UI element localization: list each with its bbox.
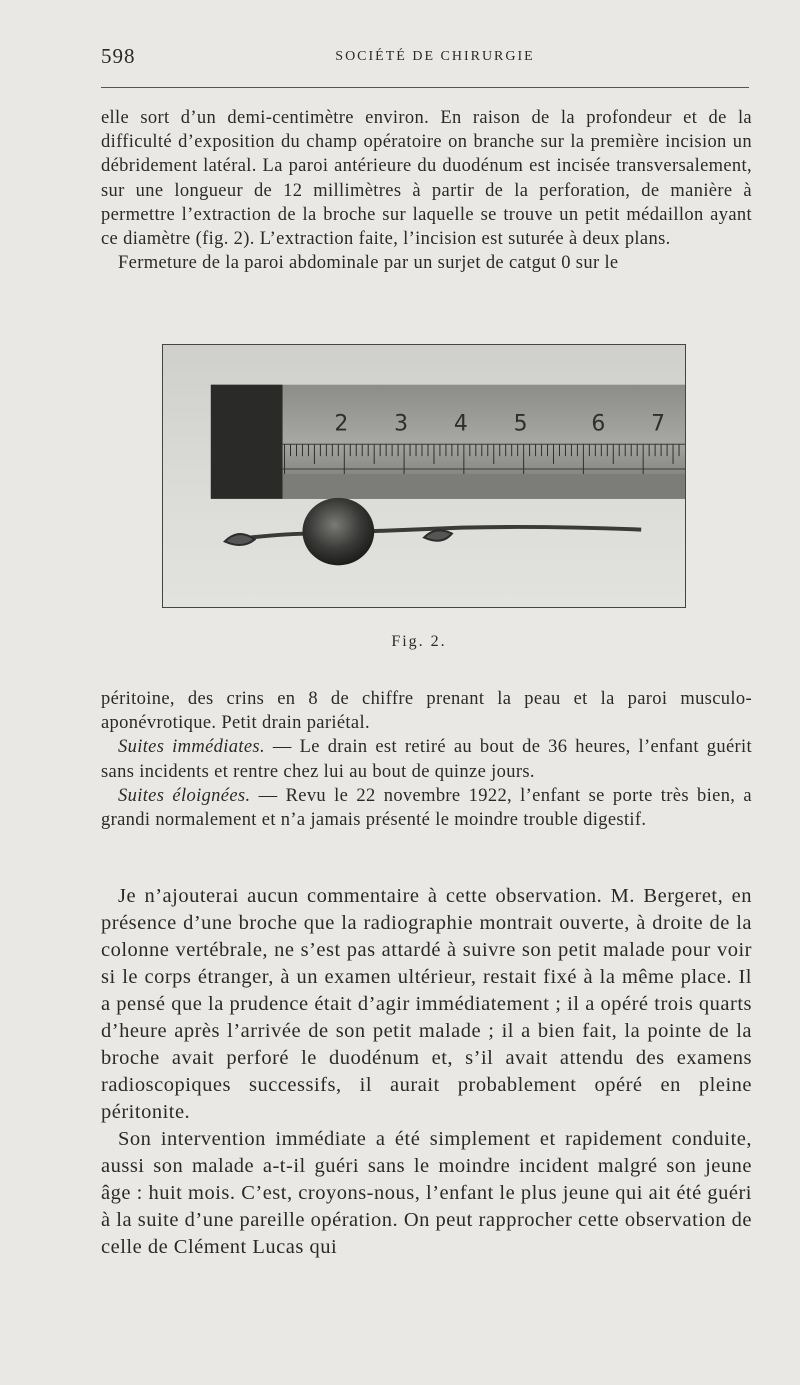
paragraph-3-text2: Son intervention immédiate a été simplement et rapidement conduite, aussi son malade a-t-il guéri sans le moindre incident malgré son jeune âge : huit mois. C’est, croyons-nous, l’enfant le plus jeune qui ait été guéri à la suite d’une pareille opération. On peut rapprocher cette observation de celle de Clément Lucas qui (101, 1128, 752, 1258)
suites-eloignees (101, 784, 752, 832)
page-header (101, 44, 749, 74)
ruler-number: 3 (394, 411, 409, 437)
ruler-number: 5 (513, 411, 528, 437)
suites-eloignees-text: — Revu le 22 novembre 1922, l’enfant se porte très bien, a grandi normalement et n’a jamais présenté le moindre trouble digestif. (101, 785, 752, 831)
paragraph-3-text1: Je n’ajouterai aucun commentaire à cette observation. M. Bergeret, en présence d’une broche que la radiographie montrait ouverte, à droite de la colonne vertébrale, ne s’est pas attardé à suivre son petit malade pour voir si le corps étranger, à un examen ultérieur, restait fixé à la même place. Il a pensé que la prudence était d’agir immédiatement ; il a opéré trois quarts d’heure après l’arrivée de son petit malade ; il a bien fait, la pointe de la broche avait perforé le duodénum et, s’il avait attendu des examens radioscopiques successifs, il aurait probablement opéré en pleine péritonite. (101, 885, 752, 1123)
ruler-number: 2 (334, 411, 349, 437)
figure-photograph (162, 344, 686, 608)
ruler-number: 7 (651, 411, 666, 437)
paragraph-2 (101, 687, 752, 832)
ruler-end-cap (211, 385, 283, 499)
paragraph-3 (101, 883, 752, 1261)
paragraph-1-text: elle sort d’un demi-centimètre environ. En raison de la profondeur et de la difficulté d’exposition du champ opératoire on branche sur la première incision un débridement latéral. La paroi antérieure du duodénum est incisée transversalement, sur une longueur de 12 millimètres à partir de la perforation, de manière à permettre l’extraction de la broche sur laquelle se trouve un petit médaillon ayant ce diamètre (fig. 2). L’extraction faite, l’incision est suturée à deux plans. (101, 108, 752, 250)
page-number: 598 (101, 44, 136, 68)
running-head: SOCIÉTÉ DE CHIRURGIE (335, 49, 535, 64)
suites-immediates-text: — Le drain est retiré au bout de 36 heures, l’enfant guérit sans incidents et rentre chez lui au bout de quinze jours. (101, 737, 752, 782)
paragraph-1-continuation: Fermeture de la paroi abdominale par un surjet de catgut 0 sur le (118, 253, 619, 274)
brooch-ruler-photo (163, 345, 685, 607)
figure-caption: Fig. 2. (391, 633, 447, 650)
paragraph-2-line1: péritoine, des crins en 8 de chiffre prenant la peau et la paroi musculo-aponévrotique. Petit drain pariétal. (101, 689, 752, 734)
suites-immediates-label: Suites immédiates. (118, 737, 265, 758)
ruler-number: 6 (591, 411, 606, 437)
suites-eloignees-label: Suites éloignées. (118, 785, 251, 806)
ruler-number: 4 (453, 411, 468, 437)
suites-immediates (101, 735, 752, 783)
paragraph-1 (101, 106, 752, 275)
medallion (302, 498, 374, 565)
header-rule (101, 87, 749, 88)
